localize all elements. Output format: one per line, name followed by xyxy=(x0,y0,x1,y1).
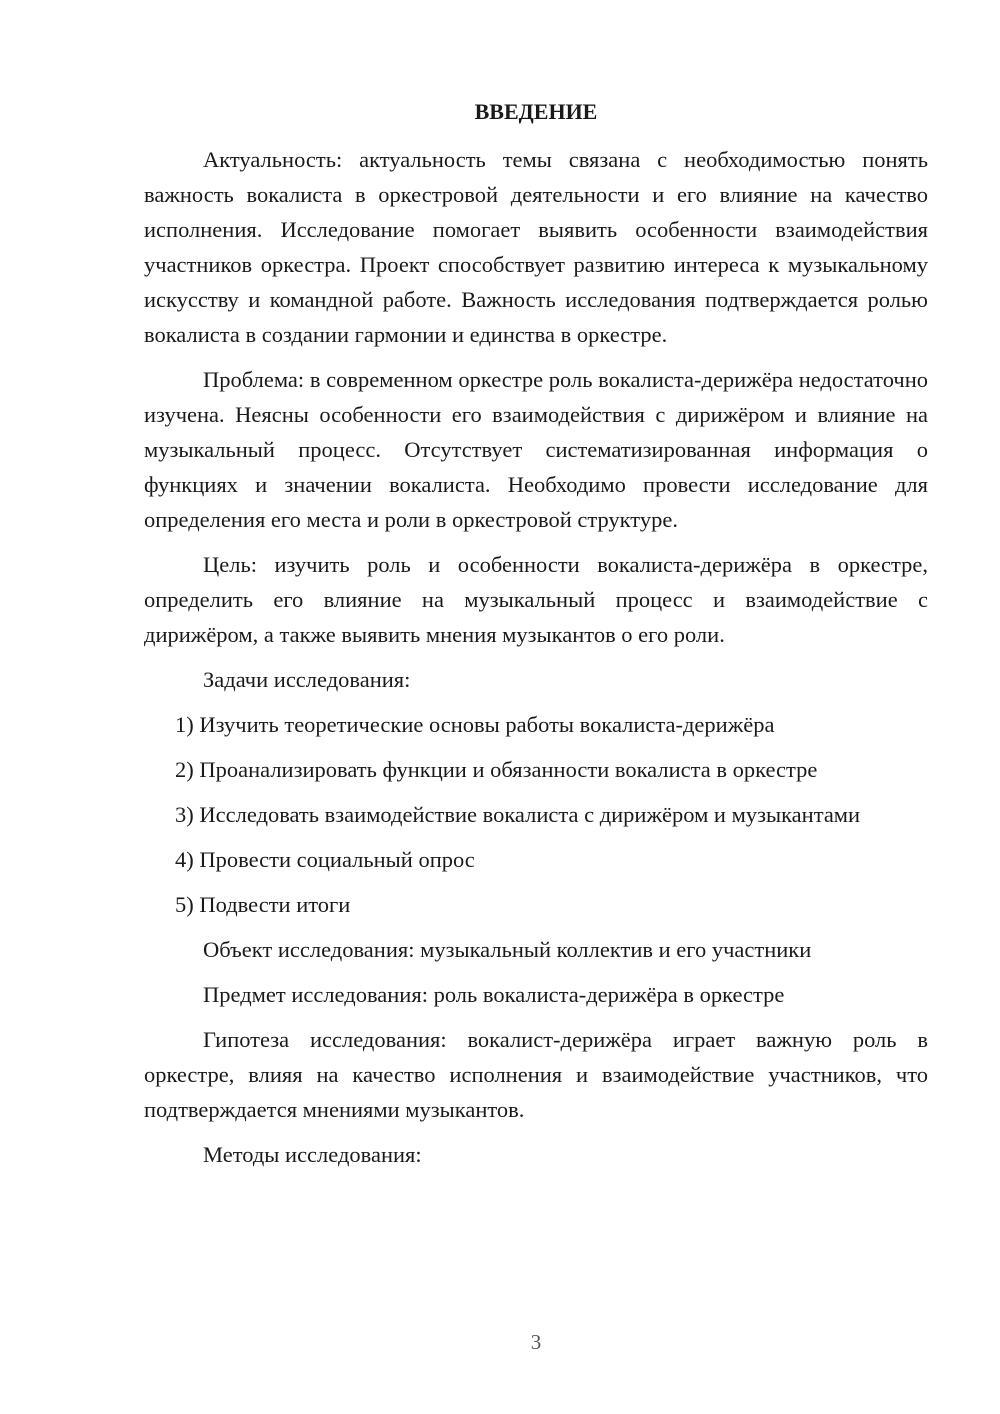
section-title: ВВЕДЕНИЕ xyxy=(474,99,598,124)
research-subject: Предмет исследования: роль вокалиста-дерижёра в оркестре xyxy=(203,982,785,1007)
goal-paragraph: Цель: изучить роль и особенности вокалиста-дерижёра в оркестре, определить его влияние на музыкальный процесс и взаимодействие с дирижёром, а также выявить мнения музыкантов о его роли. xyxy=(144,552,928,647)
task-item: 1) Изучить теоретические основы работы вокалиста-дерижёра xyxy=(175,712,775,737)
methods-heading: Методы исследования: xyxy=(203,1142,422,1167)
task-item: 2) Проанализировать функции и обязанности вокалиста в оркестре xyxy=(175,757,818,782)
page-content xyxy=(144,94,928,1182)
page-number: 3 xyxy=(530,1330,542,1354)
task-item: 4) Провести социальный опрос xyxy=(175,847,475,872)
task-item: 5) Подвести итоги xyxy=(175,892,351,917)
task-item: 3) Исследовать взаимодействие вокалиста с дирижёром и музыкантами xyxy=(175,802,861,827)
hypothesis-paragraph: Гипотеза исследования: вокалист-дерижёра играет важную роль в оркестре, влияя на качество исполнения и взаимодействие участников, что подтверждается мнениями музыкантов. xyxy=(144,1027,928,1122)
research-object: Объект исследования: музыкальный коллектив и его участники xyxy=(203,937,812,962)
tasks-heading: Задачи исследования: xyxy=(203,667,411,692)
problem-paragraph: Проблема: в современном оркестре роль вокалиста-дерижёра недостаточно изучена. Неясны особенности его взаимодействия с дирижёром и влияние на музыкальный процесс. Отсутствует систематизированная информация о функциях и значении вокалиста. Необходимо провести исследование для определения его места и роли в оркестровой структуре. xyxy=(144,367,928,532)
relevance-paragraph: Актуальность: актуальность темы связана с необходимостью понять важность вокалиста в оркестровой деятельности и его влияние на качество исполнения. Исследование помогает выявить особенности взаимодействия участников оркестра. Проект способствует развитию интереса к музыкальному искусству и командной работе. Важность исследования подтверждается ролью вокалиста в создании гармонии и единства в оркестре. xyxy=(144,147,928,347)
